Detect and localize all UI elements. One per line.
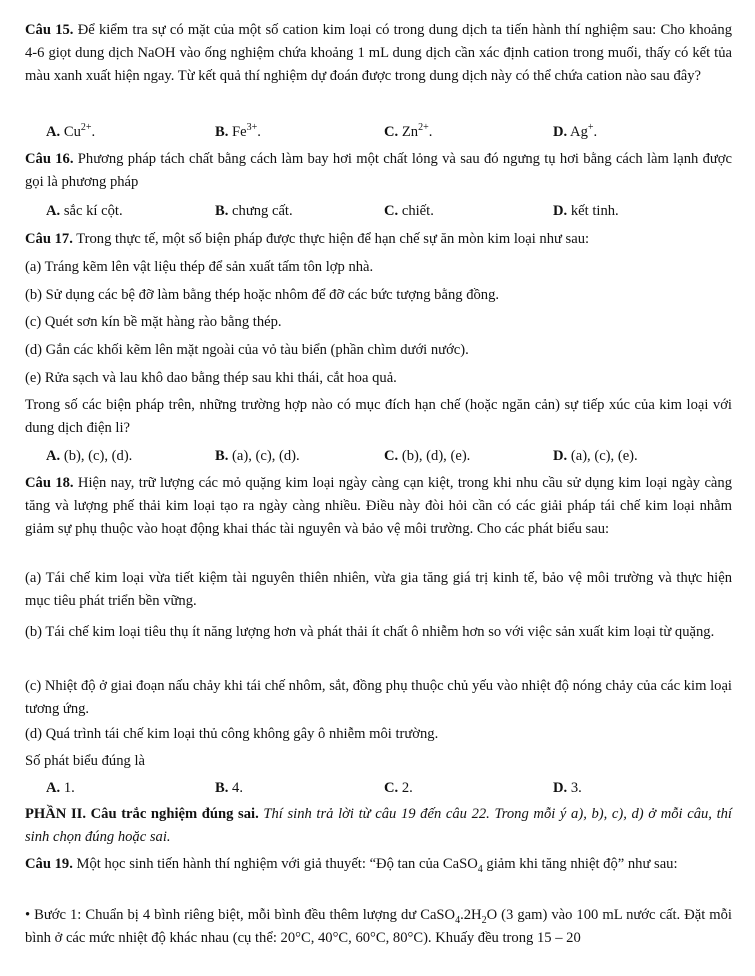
- option-b[interactable]: B. chưng cất.: [215, 203, 293, 219]
- question-label: Câu 16.: [25, 151, 74, 167]
- statement-item: (d) Quá trình tái chế kim loại thủ công không gây ô nhiễm môi trường.: [25, 726, 439, 742]
- option-a[interactable]: A. 1.: [46, 780, 75, 796]
- option-b[interactable]: B. (a), (c), (d).: [215, 448, 300, 464]
- question-18: [25, 472, 732, 541]
- question-17: [25, 228, 732, 251]
- statement-item: (b) Tái chế kim loại tiêu thụ ít năng lượng hơn và phát thải ít chất ô nhiễm hơn so với việc sản xuất kim loại từ quặng.: [25, 624, 715, 640]
- part-instruction: Thí sinh trả lời từ câu 19 đến câu 22. Trong mỗi ý a), b), c), d) ở mỗi câu, thí sinh chọn đúng hoặc sai.: [25, 806, 732, 845]
- question-text: Để kiểm tra sự có mặt của một số cation kim loại có trong dung dịch ta tiến hành thí nghiệm sau: Cho khoảng 4-6 giọt dung dịch NaOH vào ống nghiệm chứa khoảng 1 mL dung dịch cần xác định cation trong muối, thấy có kết tủa màu xanh xuất hiện ngay. Từ kết quả thí nghiệm dự đoán được trong dung dịch này có thể chứa cation nào sau đây?: [25, 22, 733, 84]
- statement-item: (c) Nhiệt độ ở giai đoạn nấu chảy khi tái chế nhôm, sắt, đồng phụ thuộc chủ yếu vào nhiệt độ nóng chảy của các kim loại tương ứng.: [25, 678, 732, 717]
- question-label: Câu 19.: [25, 856, 73, 872]
- option-b[interactable]: B. $Fe^{3+}$.: [215, 122, 261, 140]
- part-heading: PHẦN II. Câu trắc nghiệm đúng sai.: [25, 806, 259, 822]
- question-text: Trong thực tế, một số biện pháp được thực hiện để hạn chế sự ăn mòn kim loại như sau:: [72, 231, 590, 247]
- option-d[interactable]: D. (a), (c), (e).: [553, 448, 638, 464]
- question-text: Phương pháp tách chất bằng cách làm bay hơi một chất lỏng và sau đó ngưng tụ hơi bằng cách làm lạnh được gọi là phương pháp: [25, 151, 732, 190]
- statement-item: (d) Gắn các khối kẽm lên mặt ngoài của vỏ tàu biển (phần chìm dưới nước).: [25, 342, 469, 358]
- option-d[interactable]: D. kết tinh.: [553, 203, 619, 219]
- question-label: Câu 15.: [25, 22, 74, 38]
- question-text: Hiện nay, trữ lượng các mỏ quặng kim loại ngày càng cạn kiệt, trong khi nhu cầu sử dụng kim loại ngày càng tăng và lượng phế thải kim loại tạo ra ngày càng nhiều. Điều này đòi hỏi cần có các giải pháp tái chế kim loại nhằm giảm sự phụ thuộc vào hoạt động khai thác tài nguyên và bảo vệ môi trường. Cho các phát biểu sau:: [25, 475, 733, 537]
- question-16: [25, 148, 732, 194]
- question-prompt: Số phát biểu đúng là: [25, 753, 145, 769]
- question-17-options: [25, 445, 732, 468]
- step-1: • Bước 1: Chuẩn bị 4 bình riêng biệt, mỗi bình đều thêm lượng dư $CaSO_4.2H_2O$ (3 gam) vào 100 mL nước cất. Đặt mỗi bình ở các mức nhiệt độ khác nhau (cụ thể: 20°C, 40°C, 60°C, 80°C). Khuấy đều trong 15 – 20: [25, 907, 732, 946]
- question-15-options: [25, 121, 732, 144]
- question-16-options: [25, 200, 732, 223]
- question-15: [25, 19, 732, 88]
- option-a[interactable]: A. sắc kí cột.: [46, 203, 123, 219]
- question-prompt: Trong số các biện pháp trên, những trường hợp nào có mục đích hạn chế (hoặc ngăn cản) sự tiếp xúc của kim loại với dung dịch điện li?: [25, 397, 732, 436]
- option-c[interactable]: C. chiết.: [384, 203, 434, 219]
- question-19: Câu 19. Một học sinh tiến hành thí nghiệm với giả thuyết: “Độ tan của CaSO$_4$ giảm khi tăng nhiệt độ” như sau:: [25, 856, 678, 875]
- statement-item: (b) Sử dụng các bệ đỡ làm bằng thép hoặc nhôm để đỡ các bức tượng bằng đồng.: [25, 287, 500, 303]
- option-c[interactable]: C. $Zn^{2+}$.: [384, 122, 433, 140]
- statement-item: (a) Tái chế kim loại vừa tiết kiệm tài nguyên thiên nhiên, vừa gia tăng giá trị kinh tế, bảo vệ môi trường và thực hiện mục tiêu phát triển bền vững.: [25, 570, 732, 609]
- option-a[interactable]: A. (b), (c), (d).: [46, 448, 133, 464]
- statement-item: (c) Quét sơn kín bề mặt hàng rào bằng thép.: [25, 314, 282, 330]
- option-c[interactable]: C. 2.: [384, 780, 413, 796]
- option-d[interactable]: D. Ag+.: [553, 122, 598, 140]
- option-b[interactable]: B. 4.: [215, 780, 243, 796]
- question-18-options: [25, 777, 732, 800]
- part-2-header: [25, 803, 732, 849]
- question-label: Câu 18.: [25, 475, 74, 491]
- statement-item: (e) Rửa sạch và lau khô dao bằng thép sau khi thái, cắt hoa quả.: [25, 370, 397, 386]
- option-c[interactable]: C. (b), (d), (e).: [384, 448, 471, 464]
- question-label: Câu 17.: [25, 231, 73, 247]
- statement-item: (a) Tráng kẽm lên vật liệu thép để sản xuất tấm tôn lợp nhà.: [25, 259, 374, 275]
- option-d[interactable]: D. 3.: [553, 780, 582, 796]
- option-a[interactable]: A. $Cu^{2+}$.: [46, 122, 96, 140]
